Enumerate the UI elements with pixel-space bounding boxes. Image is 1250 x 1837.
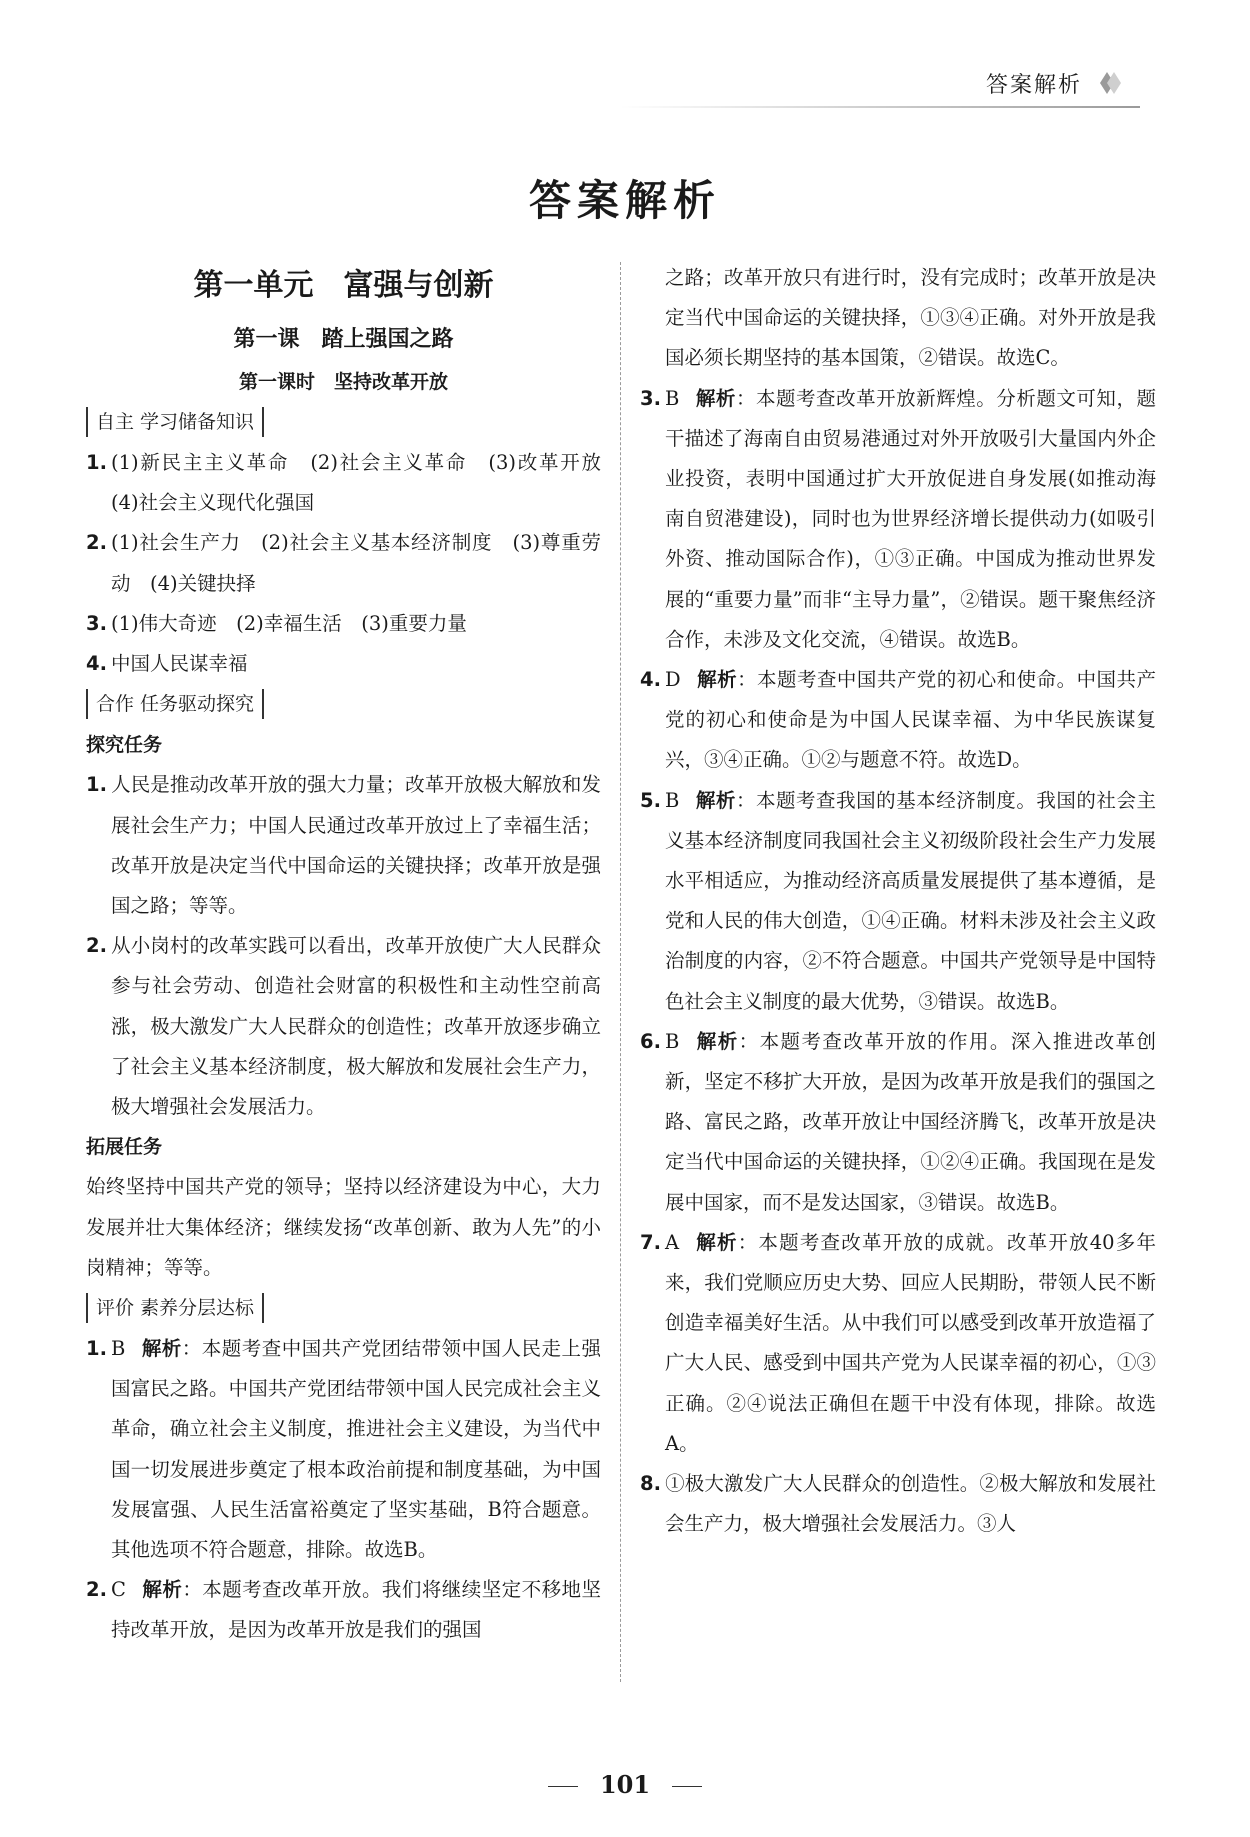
list-item: 5. B 解析：本题考查我国的基本经济制度。我国的社会主义基本经济制度同我国社会主义初级阶段社会生产力发展水平相适应，为推动经济高质量发展提供了基本遵循，是党和人民的伟大创造，①④正确。材料未涉及社会主义政治制度的内容，②不符合题意。中国共产党领导是中国特色社会主义制度的最大优势，③错误。故选B。: [640, 788, 1156, 1013]
list-item: 7. A 解析：本题考查改革开放的成就。改革开放40多年来，我们党顺应历史大势、回应人民期盼，带领人民不断创造幸福美好生活。从中我们可以感受到改革开放造福了广大人民、感受到中国共产党为人民谋幸福的初心，①③正确。②④说法正确但在题干中没有体现，排除。故选A。: [640, 1230, 1156, 1455]
left-column: [86, 258, 621, 1651]
list-item: 3. (1)伟大奇迹 (2)幸福生活 (3)重要力量: [86, 611, 467, 635]
header-label: 答案解析: [985, 73, 1082, 98]
diamond-icon: [1090, 66, 1124, 100]
section-cooperation: 合作 任务驱动探究: [86, 689, 264, 719]
extend-task-label: 拓展任务: [86, 1136, 163, 1159]
list-item: 4. 中国人民谋幸福: [86, 652, 248, 676]
unit-title: 第一单元 富强与创新: [193, 268, 494, 303]
footer-dash: [672, 1786, 702, 1787]
footer-dash: [548, 1786, 578, 1787]
section-evaluation: 评价 素养分层达标: [86, 1293, 264, 1323]
list-item: 3. B 解析：本题考查改革开放新辉煌。分析题文可知，题干描述了海南自由贸易港通过对外开放吸引大量国内外企业投资，表明中国通过扩大开放促进自身发展(如推动海南自贸港建设)，同时也为世界经济增长提供动力(如吸引外资、推动国际合作)，①③正确。中国成为推动世界发展的“重要力量”而非“主导力量”，②错误。题干聚焦经济合作，未涉及文化交流，④错误。故选B。: [640, 386, 1156, 651]
page-number-text: 101: [599, 1770, 651, 1799]
period-title: 第一课时 坚持改革开放: [238, 371, 448, 393]
list-item: 1. B 解析：本题考查中国共产党团结带领中国人民走上强国富民之路。中国共产党团结带领中国人民完成社会主义革命，确立社会主义制度，推进社会主义建设，为当代中国一切发展进步奠定了根本政治前提和制度基础，为中国发展富强、人民生活富裕奠定了坚实基础，B符合题意。其他选项不符合题意，排除。故选B。: [86, 1337, 601, 1562]
right-column: [640, 258, 1156, 1545]
list-item: 1. 人民是推动改革开放的强大力量；改革开放极大解放和发展社会生产力；中国人民通过改革开放过上了幸福生活；改革开放是决定当代中国命运的关键抉择；改革开放是强国之路；等等。: [86, 773, 601, 918]
header-rule: [620, 106, 1140, 108]
explore-task-label: 探究任务: [86, 734, 163, 757]
list-item: 2. 从小岗村的改革实践可以看出，改革开放使广大人民群众参与社会劳动、创造社会财富的积极性和主动性空前高涨，极大激发广大人民群众的创造性；改革开放逐步确立了社会主义基本经济制度，极大解放和发展社会生产力，极大增强社会发展活力。: [86, 934, 601, 1119]
section-self-study: 自主 学习储备知识: [86, 407, 264, 437]
continued-text: 之路；改革开放只有进行时，没有完成时；改革开放是决定当代中国命运的关键抉择，①③④正确。对外开放是我国必须长期坚持的基本国策，②错误。故选C。: [665, 266, 1156, 370]
column-divider: [620, 262, 621, 1682]
list-item: 6. B 解析：本题考查改革开放的作用。深入推进改革创新，坚定不移扩大开放，是因为改革开放是我们的强国之路、富民之路，改革开放让中国经济腾飞，改革开放是决定当代中国命运的关键抉择，①②④正确。我国现在是发展中国家，而不是发达国家，③错误。故选B。: [640, 1029, 1156, 1214]
page-title: 答案解析: [528, 176, 721, 225]
extend-task-text: 始终坚持中国共产党的领导；坚持以经济建设为中心，大力发展并壮大集体经济；继续发扬“改革创新、敢为人先”的小岗精神；等等。: [86, 1175, 601, 1279]
list-item: 1. (1)新民主主义革命 (2)社会主义革命 (3)改革开放 (4)社会主义现代化强国: [86, 451, 621, 515]
lesson-title: 第一课 踏上强国之路: [233, 327, 454, 352]
running-header: [620, 60, 1140, 108]
list-item: 2. (1)社会生产力 (2)社会主义基本经济制度 (3)尊重劳动 (4)关键抉择: [86, 531, 601, 595]
list-item: 8. ①极大激发广大人民群众的创造性。②极大解放和发展社会生产力，极大增强社会发展活力。③人: [640, 1472, 1156, 1536]
list-item: 2. C 解析：本题考查改革开放。我们将继续坚定不移地坚持改革开放，是因为改革开放是我们的强国: [86, 1578, 601, 1642]
list-item: 4. D 解析：本题考查中国共产党的初心和使命。中国共产党的初心和使命是为中国人民谋幸福、为中华民族谋复兴，③④正确。①②与题意不符。故选D。: [640, 668, 1156, 772]
page-number: [0, 1770, 1250, 1799]
